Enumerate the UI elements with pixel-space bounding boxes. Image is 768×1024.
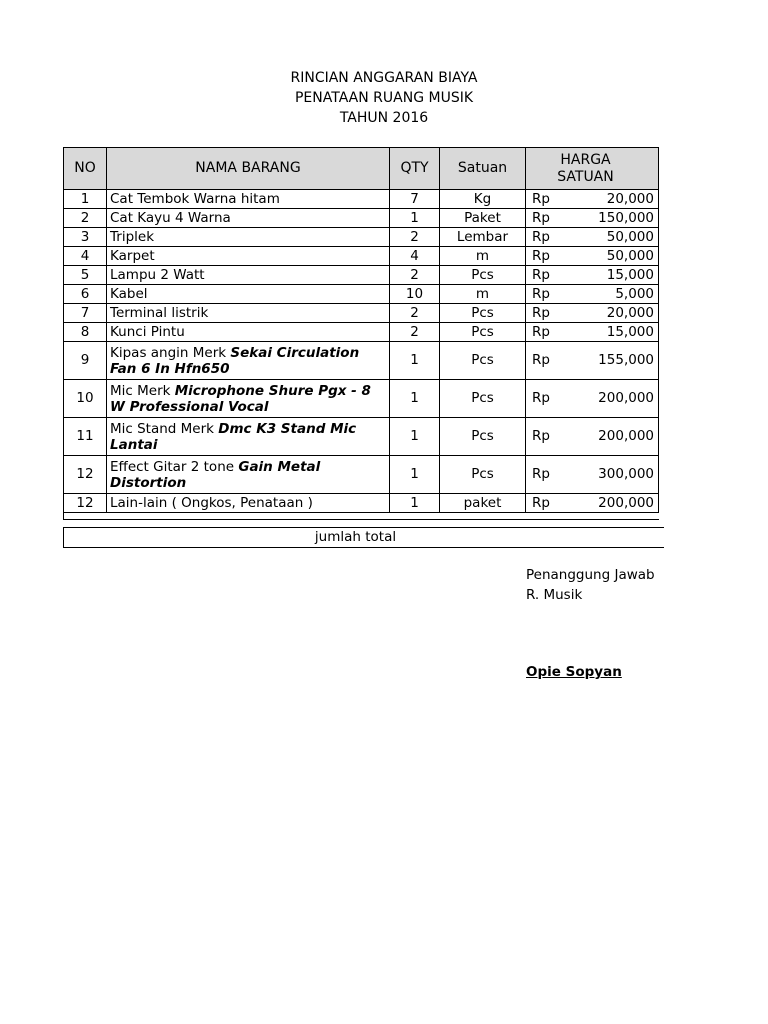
spacer-cell [64,513,659,520]
cell-harga: 50,000 [556,247,659,266]
header-satuan: Satuan [440,148,526,190]
cell-qty: 2 [390,323,440,342]
cell-satuan: Pcs [440,342,526,380]
table-row [64,380,659,418]
item-name-text: Effect Gitar 2 tone [110,458,239,475]
cell-nama-barang [107,190,390,209]
table-row [64,304,659,323]
table-row [64,418,659,456]
cell-currency: Rp [526,304,556,323]
cell-no: 8 [64,323,107,342]
table-row [64,456,659,494]
header-no: NO [64,148,107,190]
header-harga-line2: SATUAN [557,168,614,185]
cell-qty: 2 [390,266,440,285]
item-name-text: Triplek [110,229,155,245]
cell-nama-barang [107,323,390,342]
cell-currency: Rp [526,494,556,513]
cell-harga: 20,000 [556,190,659,209]
table-row [64,266,659,285]
cell-currency: Rp [526,266,556,285]
table-row [64,209,659,228]
cell-satuan: Pcs [440,380,526,418]
cell-nama-barang [107,342,390,380]
item-name-text: Kabel [110,286,148,302]
cell-harga: 50,000 [556,228,659,247]
signature-role-line2: R. Musik [526,587,583,603]
item-name-text: Karpet [110,248,155,264]
item-brand-text: Microphone Shure Pgx - 8 W Professional Vocal [110,382,371,415]
cell-satuan: Kg [440,190,526,209]
cell-currency: Rp [526,380,556,418]
item-name-text: Terminal listrik [110,305,209,321]
cell-qty: 1 [390,456,440,494]
cell-no: 12 [64,494,107,513]
item-name-text: Cat Kayu 4 Warna [110,210,231,226]
item-brand-text: Sekai Circulation Fan 6 In Hfn650 [110,344,360,377]
cell-harga: 15,000 [556,323,659,342]
table-row [64,190,659,209]
item-brand-text: Gain Metal Distortion [110,458,321,491]
cell-no: 5 [64,266,107,285]
cell-nama-barang [107,304,390,323]
cell-nama-barang [107,247,390,266]
cell-nama-barang [107,285,390,304]
cell-satuan: m [440,285,526,304]
cell-nama-barang [107,266,390,285]
cell-no: 7 [64,304,107,323]
item-name-text: Lain-lain ( Ongkos, Penataan ) [110,495,313,511]
table-body [64,190,659,520]
cell-currency: Rp [526,190,556,209]
cell-currency: Rp [526,285,556,304]
cell-satuan: Pcs [440,304,526,323]
cell-no: 10 [64,380,107,418]
cell-no: 6 [64,285,107,304]
signature-role-line1: Penanggung Jawab [526,567,655,583]
cell-currency: Rp [526,247,556,266]
cell-qty: 1 [390,494,440,513]
header-nama-barang: NAMA BARANG [107,148,390,190]
item-name-text: Kipas angin Merk [110,344,231,361]
cell-nama-barang [107,418,390,456]
cell-harga: 200,000 [556,418,659,456]
table-row [64,342,659,380]
item-name-text: Kunci Pintu [110,324,185,340]
title-line-2: PENATAAN RUANG MUSIK [294,90,474,106]
cell-harga: 155,000 [556,342,659,380]
item-name-text: Cat Tembok Warna hitam [110,191,280,207]
cell-satuan: paket [440,494,526,513]
cell-no: 9 [64,342,107,380]
cell-harga: 5,000 [556,285,659,304]
header-qty: QTY [390,148,440,190]
cell-currency: Rp [526,342,556,380]
total-row [63,527,664,548]
cell-qty: 1 [390,418,440,456]
title-line-1: RINCIAN ANGGARAN BIAYA [290,70,478,86]
cell-currency: Rp [526,209,556,228]
item-name-text: Lampu 2 Watt [110,267,205,283]
cell-qty: 1 [390,209,440,228]
cell-nama-barang [107,228,390,247]
cell-nama-barang [107,494,390,513]
cell-qty: 4 [390,247,440,266]
signature-name: Opie Sopyan [526,664,622,680]
total-label: jumlah total [314,529,397,545]
document-title [0,68,768,128]
cell-satuan: m [440,247,526,266]
table-header-row [64,148,659,190]
cell-harga: 200,000 [556,494,659,513]
cell-currency: Rp [526,418,556,456]
table-row [64,247,659,266]
cell-currency: Rp [526,228,556,247]
cell-satuan: Pcs [440,456,526,494]
cell-qty: 7 [390,190,440,209]
cell-harga: 15,000 [556,266,659,285]
cell-satuan: Pcs [440,266,526,285]
title-line-3: TAHUN 2016 [339,110,429,126]
budget-table [63,147,659,520]
cell-harga: 200,000 [556,380,659,418]
budget-table-container [63,147,654,520]
cell-satuan: Lembar [440,228,526,247]
cell-nama-barang [107,380,390,418]
cell-harga: 150,000 [556,209,659,228]
cell-harga: 300,000 [556,456,659,494]
header-harga-satuan [526,148,659,190]
item-brand-text: Dmc K3 Stand Mic Lantai [110,420,357,453]
item-name-text: Mic Merk [110,382,175,399]
cell-qty: 2 [390,228,440,247]
total-row-container [63,527,646,548]
table-row [64,494,659,513]
cell-qty: 1 [390,342,440,380]
item-name-text: Mic Stand Merk [110,420,219,437]
cell-currency: Rp [526,323,556,342]
cell-satuan: Pcs [440,418,526,456]
cell-no: 1 [64,190,107,209]
cell-nama-barang [107,209,390,228]
cell-currency: Rp [526,456,556,494]
cell-satuan: Paket [440,209,526,228]
cell-qty: 1 [390,380,440,418]
spacer-row [64,513,659,520]
cell-no: 2 [64,209,107,228]
cell-no: 3 [64,228,107,247]
table-row [64,228,659,247]
cell-harga: 20,000 [556,304,659,323]
cell-no: 4 [64,247,107,266]
cell-no: 11 [64,418,107,456]
cell-satuan: Pcs [440,323,526,342]
table-row [64,285,659,304]
cell-qty: 10 [390,285,440,304]
cell-no: 12 [64,456,107,494]
table-row [64,323,659,342]
header-harga-line1: HARGA [560,151,611,168]
cell-nama-barang [107,456,390,494]
cell-qty: 2 [390,304,440,323]
